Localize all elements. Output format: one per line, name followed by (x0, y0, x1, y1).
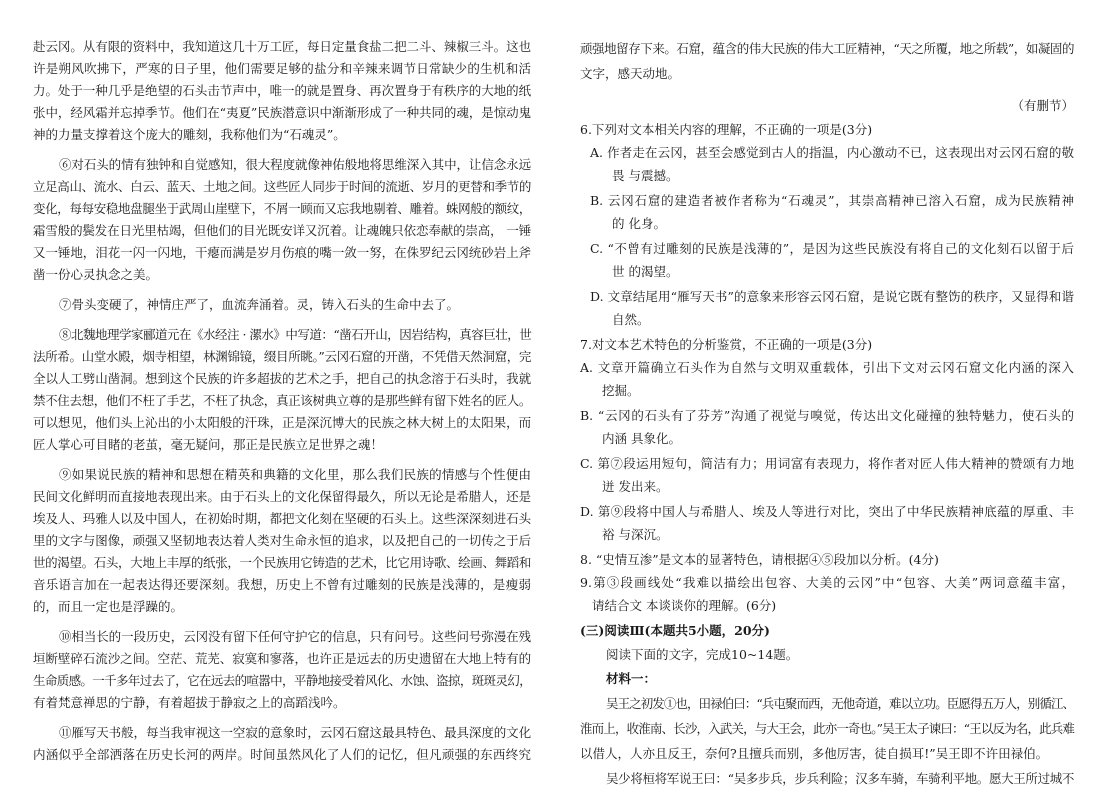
section-heading: (三)阅读Ⅲ(本题共5小题，20分) (580, 623, 770, 638)
option-B (580, 189, 1074, 235)
text-line: 变化，每每安稳地盘腿坐于武周山崖壁下，不屑一顾而又忘我地剔着、雕着。蛛网般的额纹， (33, 201, 531, 216)
option-C (580, 237, 1074, 283)
text-line: 又一锤地，泪花一闪一闪地，干瘪而满是岁月伤痕的嘴一敛一努，在侏罗纪云冈统砂岩上斧 (33, 245, 531, 260)
paragraph (33, 626, 531, 714)
text-line: D. 文章结尾用“雁写天书”的意象来形容云冈石窟，是说它既有整饬的秩序，又显得和谐 (590, 289, 1074, 304)
text-line: ⑥对石头的情有独钟和自觉感知，很大程度就像神佑般地将思维深入其中，让信念永远 (59, 157, 531, 172)
text-line: 以借人，人亦且反王，奈何?且擅兵而别，多他厉害，徒自损耳!”吴王即不许田禄伯。 (580, 746, 1049, 761)
question-7-options (580, 356, 1074, 546)
text-line: 内涵似乎全部洒落在历史长河的两岸。时间虽然风化了人们的记忆，但凡顽强的东西终究 (33, 747, 531, 762)
text-line: 畏 与震撼。 (612, 168, 679, 183)
text-line: 自然。 (612, 312, 650, 327)
text-line: C. 第⑦段运用短句，简洁有力；用词富有表现力，将作者对匠人伟大精神的赞颂有力地 (580, 456, 1074, 471)
paragraph (33, 36, 531, 146)
text-line: 霜雪般的鬓发在日光里枯竭，但他们的目光既安详又沉着。让魂魄只依恋奉献的崇高， 一锤 (33, 223, 531, 238)
text-line: 法所希。山堂水殿，烟寺相望，林渊锦镜，缀目所眺。”云冈石窟的开凿，不凭借天然洞窟，完 (33, 349, 531, 364)
paragraph (33, 324, 531, 456)
text-line: B. 云冈石窟的建造者被作者称为“石魂灵”，其崇高精神已溶入石窟，成为民族精神 (590, 193, 1074, 208)
right-column (580, 36, 1074, 791)
text-line: 迸 发出来。 (602, 479, 669, 494)
text-line: B. “云冈的石头有了芬芳”沟通了视觉与嗅觉，传达出文化碰撞的独特魅力，使石头的 (580, 408, 1074, 423)
text-line: 淮而上，收淮南、长沙，入武关，与大王会，此亦一奇也。”吴王太子谏曰：“王以反为名，此兵难 (580, 721, 1074, 736)
text-line: 里的文字与图像，顽强又坚韧地表达着人类对生命永恒的追求，以及把自己的一切传之于后 (33, 533, 531, 548)
option-A (580, 356, 1074, 402)
text-line: 可以想见，他们头上沁出的小太阳般的汗珠，正是深沉博大的民族之林大树上的太阳果，而 (33, 415, 531, 430)
text-line: 的 化身。 (612, 216, 666, 231)
text-line: 张中，经风霜并忘掉季节。他们在“夷夏”民族潜意识中渐渐形成了一种共同的魂，是惊动鬼 (33, 105, 531, 120)
text-line: 禁不住去想，他们不枉了手艺，不枉了执念，真正该树典立尊的是那些鲜有留下姓名的匠人。 (33, 393, 531, 408)
text-line: 世的渴望。石头，大地上丰厚的纸张，一个民族用它铸造的艺术，比它用诗歌、绘画、舞蹈和 (33, 555, 531, 570)
text-line: 匠人掌心可目睹的老茧，毫无疑问，那正是民族立足世界之魂！ (33, 437, 384, 452)
text-line: A. 文章开篇确立石头作为自然与文明双重载体，引出下文对云冈石窟文化内涵的深入 (580, 360, 1074, 375)
text-line: 顽强地留存下来。石窟，蕴含的伟大民族的伟大工匠精神，“天之所覆，地之所载”，如凝固的 (580, 41, 1074, 56)
option-D (580, 285, 1074, 331)
paragraph (33, 154, 531, 286)
classical-passage (580, 691, 1074, 791)
option-D (580, 500, 1074, 546)
text-line: ⑦骨头变硬了，神情庄严了，血流奔涌着。灵，铸入石头的生命中去了。 (59, 297, 460, 312)
text-line: 赴云冈。从有限的资料中，我知道这几十万工匠，每日定量食盐二把二斗、辣椒三斗。这也 (33, 39, 531, 54)
paragraph (33, 294, 531, 316)
text-line: 民间文化鲜明而直接地表现出来。由于石头上的文化保留得最久，所以无论是希腊人，还是 (33, 489, 531, 504)
question-8: 8. “史情互渗”是文本的显著特色，请根据④⑤段加以分析。(4分) (580, 552, 939, 567)
text-line: 凿一份心灵执念之美。 (33, 267, 159, 282)
text-line: 神的力量支撑着这个庞大的雕刻，我称他们为“石魂灵”。 (33, 127, 346, 142)
text-line: 有着梵意禅思的宁静，有着超拔于静寂之上的高蹈浅吟。 (33, 695, 346, 710)
text-line: 许是朔风吹拂下，严寒的日子里，他们需要足够的盐分和辛辣来调节日常缺少的生机和活 (33, 61, 531, 76)
text-line: 裕 与深沉。 (602, 527, 669, 542)
text-line: 力。处于一种几乎是绝望的石头击节声中，唯一的就是置身、再次置身于有秩序的大地的纸 (33, 83, 531, 98)
question-6-stem: 6.下列对文本相关内容的理解，不正确的一项是(3分) (580, 122, 873, 137)
text-line: A. 作者走在云冈，甚至会感觉到古人的指温，内心激动不已，这表现出对云冈石窟的敬 (590, 145, 1074, 160)
text-line: 埃及人、玛雅人以及中国人，在初始时期，都把文化刻在坚硬的石头上。这些深深刻进石头 (33, 511, 531, 526)
text-line: 生命质感。一千多年过去了，它在远去的喧嚣中，平静地接受着风化、水蚀、盗掠，斑斑灵幻， (33, 673, 531, 688)
reading-instructions: 阅读下面的文字，完成10~14题。 (606, 647, 799, 662)
text-line: 全以人工劈山凿洞。想到这个民族的许多超拔的艺术之手，把自己的执念溶于石头时，我就 (33, 371, 531, 386)
question-9-line: 9.第③段画线处“我难以描绘出包容、大美的云冈”中“包容、大美”两词意蕴丰富， (580, 575, 1074, 590)
question-9 (580, 571, 1074, 617)
text-line: 吴王之初发①也，田禄伯曰：“兵屯聚而西，无他奇道，难以立功。臣愿得五万人，别循江、 (606, 696, 1074, 711)
option-B (580, 404, 1074, 450)
option-C (580, 452, 1074, 498)
question-9-line: 请结合文 本谈谈你的理解。(6分) (592, 598, 777, 613)
question-7-stem: 7.对文本艺术特色的分析鉴赏，不正确的一项是(3分) (580, 337, 873, 352)
text-line: C. “不曾有过雕刻的民族是浅薄的”，是因为这些民族没有将自己的文化刻石以留于后 (590, 241, 1074, 256)
text-line: ⑨如果说民族的精神和思想在精英和典籍的文化里，那么我们民族的情感与个性便由 (59, 467, 531, 482)
left-column (33, 36, 531, 774)
text-line: 吴少将桓将军说王曰：“吴多步兵，步兵利险；汉多车骑，车骑利平地。愿大王所过城不 (606, 771, 1074, 786)
material-label: 材料一： (606, 671, 657, 686)
text-line: 内涵 具象化。 (602, 431, 681, 446)
text-line: 音乐语言加在一起表达得还要深刻。我想，历史上不曾有过雕刻的民族是浅薄的，是瘦弱 (33, 577, 531, 592)
text-line: 世 的渴望。 (612, 264, 679, 279)
text-line: 文字，感天动地。 (580, 66, 681, 81)
text-line: ⑧北魏地理学家郦道元在《水经注 · 漯水》中写道：“凿石开山，因岩结构，真容巨壮，世 (59, 327, 532, 342)
text-line: ⑪雁写天书般，每当我审视这一空寂的意象时，云冈石窟这最具特色、最具深度的文化 (59, 725, 531, 740)
paragraph (33, 464, 531, 618)
text-line: 立足高山、流水、白云、蓝天、土地之间。这些匠人同步于时间的流逝、岁月的更替和季节的 (33, 179, 531, 194)
text-line: D. 第⑨段将中国人与希腊人、埃及人等进行对比，突出了中华民族精神底蕴的厚重、丰 (580, 504, 1074, 519)
question-6-options (580, 141, 1074, 331)
text-line: 垣断壁碎石流沙之间。空茫、荒芜、寂寞和寥落，也许正是远去的历史遗留在大地上特有的 (33, 651, 531, 666)
text-line: 的，而且一定也是浮躁的。 (33, 599, 184, 614)
paragraph (33, 722, 531, 766)
text-line: 挖掘。 (602, 383, 640, 398)
passage-continuation (580, 36, 1074, 86)
abridged-note: （有删节） (1011, 98, 1074, 113)
text-line: ⑩相当长的一段历史，云冈没有留下任何守护它的信息，只有问号。这些问号弥漫在残 (59, 629, 531, 644)
option-A (580, 141, 1074, 187)
